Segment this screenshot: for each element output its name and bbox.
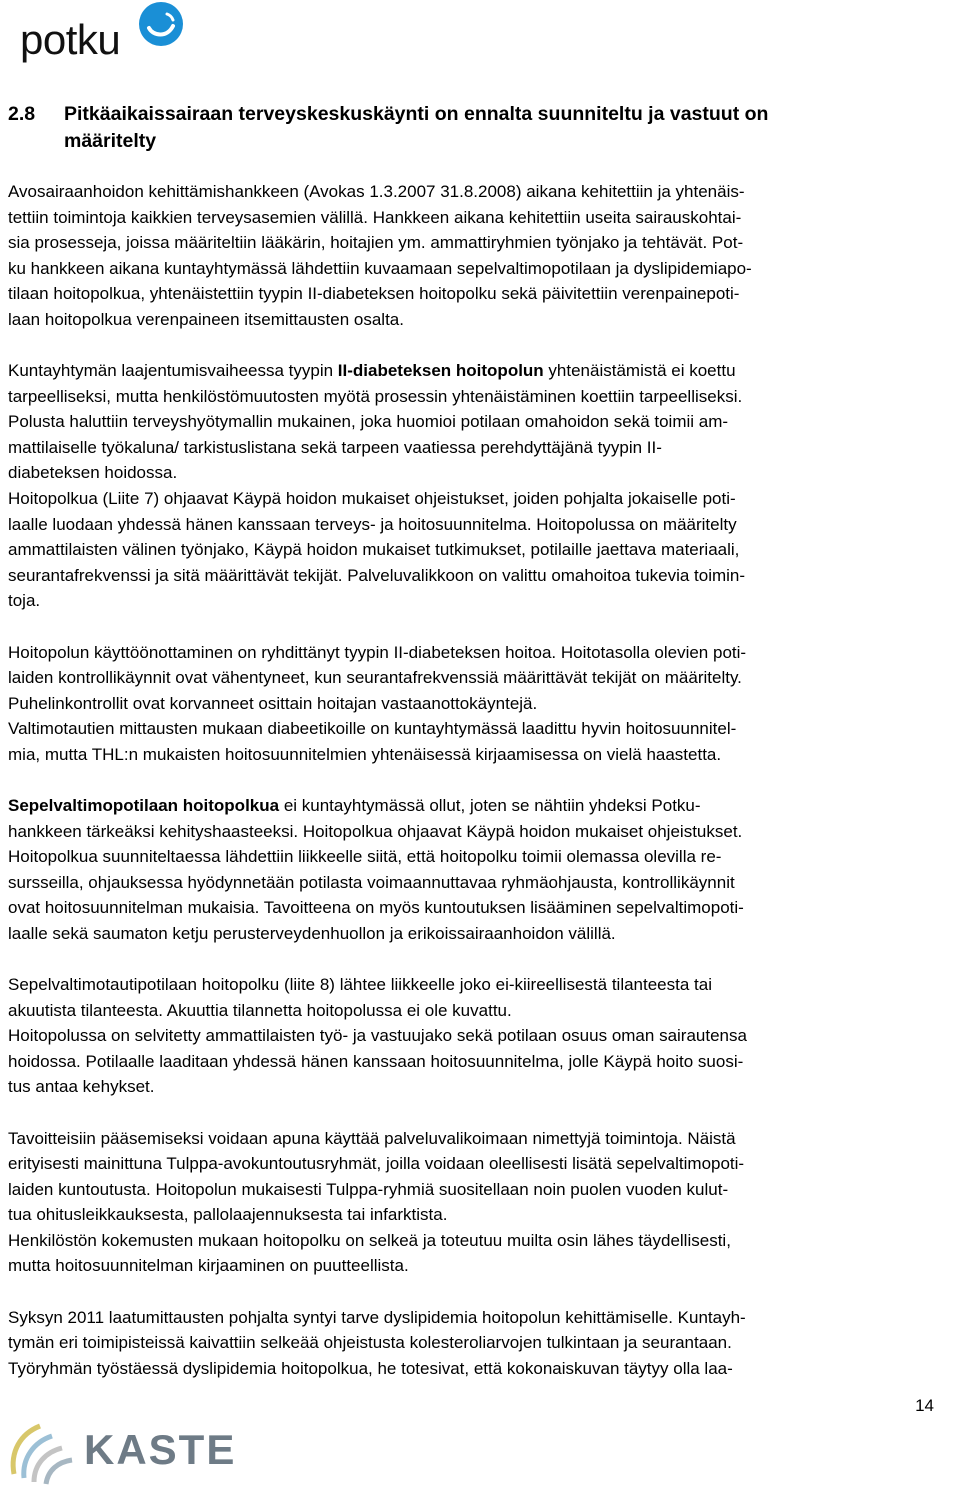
text-line: laalle luodaan yhdessä hänen kanssaan terveys- ja hoitosuunnitelma. Hoitopolussa on määritelty xyxy=(8,514,737,534)
text-line: seurantafrekvenssi ja sitä määrittävät tekijät. Palveluvalikkoon on valittu omahoitoa tukevia toimin- xyxy=(8,565,746,585)
text-line: Hoitopolkua (Liite 7) ohjaavat Käypä hoidon mukaiset ohjeistukset, joiden pohjalta jokaiselle poti- xyxy=(8,489,736,509)
section-title-line1: Pitkäaikaissairaan terveyskeskuskäynti on ennalta suunniteltu ja vastuut on xyxy=(64,103,769,125)
section-title-line2: määritelty xyxy=(64,130,157,152)
text-line: Hoitopolussa on selvitetty ammattilaisten työ- ja vastuujako sekä potilaan osuus oman sairautensa xyxy=(8,1026,747,1046)
text-line: mutta hoitosuunnitelman kirjaaminen on puutteellista. xyxy=(8,1256,409,1276)
text-line: Sepelvaltimopotilaan hoitopolkua ei kuntayhtymässä ollut, joten se nähtiin yhdeksi Potku- xyxy=(8,795,701,815)
text-line: erityisesti mainittuna Tulppa-avokuntoutusryhmät, joilla voidaan oleellisesti lisätä sepelvaltimopoti- xyxy=(8,1154,745,1174)
text-line: Tavoitteisiin pääsemiseksi voidaan apuna käyttää palveluvalikoimaan nimettyjä toimintoja. Näistä xyxy=(8,1128,736,1148)
text-line: tymän eri toimipisteissä kaivattiin selkeää ohjeistusta kolesteroliarvojen tulkintaan ja seurantaan. xyxy=(8,1333,732,1353)
paragraph-gap xyxy=(8,767,954,793)
text-line: Sepelvaltimotautipotilaan hoitopolku (liite 8) lähtee liikkeelle joko ei-kiireellisestä tilanteesta tai xyxy=(8,975,712,995)
kaste-emblem-icon xyxy=(0,1412,84,1488)
page-number: 14 xyxy=(915,1396,934,1415)
text-line: mia, mutta THL:n mukaisten hoitosuunnitelmien yhtenäisessä kirjaamisessa on vielä haastetta. xyxy=(8,744,722,764)
text-line: mattilaiselle työkaluna/ tarkistuslistana sekä tarpeen vaatiessa perehdyttäjänä tyypin II- xyxy=(8,437,662,457)
text-line: Kuntayhtymän laajentumisvaiheessa tyypin II-diabeteksen hoitopolun yhtenäistämistä ei koettu xyxy=(8,361,736,381)
text-line: Syksyn 2011 laatumittausten pohjalta syntyi tarve dyslipidemia hoitopolun kehittämiselle. Kuntayh- xyxy=(8,1307,746,1327)
text-line: Henkilöstön kokemusten mukaan hoitopolku on selkeä ja toteutuu muilta osin lähes täydellisesti, xyxy=(8,1230,731,1250)
kaste-logo xyxy=(0,1412,237,1488)
text-line: tus antaa kehykset. xyxy=(8,1077,155,1097)
paragraph-gap xyxy=(8,1279,954,1305)
text-line: laiden kuntoutusta. Hoitopolun mukaisesti Tulppa-ryhmiä suositellaan noin puolen vuoden kulut- xyxy=(8,1179,729,1199)
text-line: Valtimotautien mittausten mukaan diabeetikoille on kuntayhtymässä laadittu hyvin hoitosuunnitel- xyxy=(8,719,737,739)
paragraph-gap xyxy=(8,947,954,973)
paragraph-gap xyxy=(8,333,954,359)
text-line: sia prosesseja, joissa määriteltiin lääkärin, hoitajien ym. ammattiryhmien työnjako ja tehtävät. Pot- xyxy=(8,233,744,253)
text-line: Hoitopolun käyttöönottaminen on ryhdittänyt tyypin II-diabeteksen hoitoa. Hoitotasolla olevien poti- xyxy=(8,642,747,662)
text-line: Hoitopolkua suunniteltaessa lähdettiin liikkeelle siitä, että hoitopolku toimii olemassa olevilla re- xyxy=(8,847,722,867)
potku-wordmark: potku xyxy=(20,16,121,63)
text-line: toja. xyxy=(8,591,41,611)
text-line: sursseilla, ohjauksessa hyödynnetään potilasta voimaannuttavaa ryhmäohjausta, kontrollikäynnit xyxy=(8,872,735,892)
text-line: tua ohitusleikkauksesta, pallolaajennuksesta tai infarktista. xyxy=(8,1205,448,1225)
section-heading xyxy=(8,101,938,155)
section-number: 2.8 xyxy=(8,103,36,125)
text-line: Puhelinkontrollit ovat korvanneet osittain hoitajan vastaanottokäyntejä. xyxy=(8,693,538,713)
text-line: Työryhmän työstäessä dyslipidemia hoitopolkua, he totesivat, että kokonaiskuvan täytyy olla laa- xyxy=(8,1358,733,1378)
text-line: akuutista tilanteesta. Akuuttia tilannetta hoitopolussa ei ole kuvattu. xyxy=(8,1000,512,1020)
text-line: ammattilaisten välinen työnjako, Käypä hoidon mukaiset tutkimukset, potilaille jaettava materiaali, xyxy=(8,540,740,560)
potku-logo xyxy=(18,0,178,72)
text-line: laan hoitopolkua verenpaineen itsemittausten osalta. xyxy=(8,309,404,329)
text-line: tilaan hoitopolkua, yhtenäistettiin tyypin II-diabeteksen hoitopolku sekä päivitettiin verenpainepoti- xyxy=(8,284,740,304)
text-line: tarpeelliseksi, mutta henkilöstömuutosten myötä prosessin yhtenäistäminen koettiin tarpeelliseksi. xyxy=(8,386,743,406)
text-line: Polusta haluttiin terveyshyötymallin mukainen, joka huomioi potilaan omahoidon sekä toimii am- xyxy=(8,412,729,432)
text-line: laiden kontrollikäynnit ovat vähentyneet, kun seurantafrekvenssiä määrittävät tekijät on määritelty. xyxy=(8,668,742,688)
text-line: ovat hoitosuunnitelman mukaisia. Tavoitteena on myös kuntoutuksen lisääminen sepelvaltimopoti- xyxy=(8,898,744,918)
body-text xyxy=(8,179,954,1381)
text-line: hoidossa. Potilaalle laaditaan yhdessä hänen kanssaan hoitosuunnitelma, jolle Käypä hoito suosi- xyxy=(8,1051,744,1071)
text-line: ku hankkeen aikana kuntayhtymässä lähdettiin kuvaamaan sepelvaltimopotilaan ja dyslipidemiapo- xyxy=(8,258,752,278)
text-line: hankkeen tärkeäksi kehityshaasteeksi. Hoitopolkua ohjaavat Käypä hoidon mukaiset ohjeistukset. xyxy=(8,821,743,841)
paragraph-gap xyxy=(8,1100,954,1126)
text-line: tettiin toimintoja kaikkien terveysasemien välillä. Hankkeen aikana kehitettiin useita sairauskohtai- xyxy=(8,207,742,227)
potku-logo-dot-icon xyxy=(139,2,183,46)
text-line: laalle sekä saumaton ketju perusterveydenhuollon ja erikoissairaanhoidon välillä. xyxy=(8,923,616,943)
paragraph-gap xyxy=(8,614,954,640)
text-line: diabeteksen hoidossa. xyxy=(8,463,178,483)
kaste-wordmark: KASTE xyxy=(84,1426,237,1473)
text-line: Avosairaanhoidon kehittämishankkeen (Avokas 1.3.2007 31.8.2008) aikana kehitettiin ja yhtenäis- xyxy=(8,182,745,201)
